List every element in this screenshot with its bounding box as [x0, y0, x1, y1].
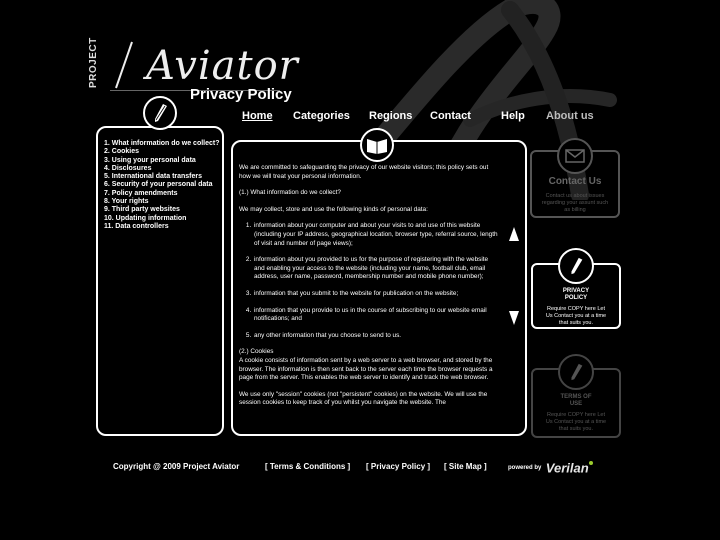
pen-icon — [558, 248, 594, 284]
toc-item[interactable]: 3. Using your personal data — [104, 156, 196, 164]
logo-slash — [112, 40, 136, 90]
policy-intro: We are committed to safeguarding the privacy of our website visitors; this policy sets out how we will treat your personal information. — [239, 164, 489, 180]
envelope-icon — [557, 138, 593, 174]
toc-item[interactable]: 5. International data transfers — [104, 173, 203, 181]
pen-icon — [143, 96, 177, 130]
toc-item[interactable]: 11. Data controllers — [104, 222, 169, 230]
logo-wordmark[interactable]: Aviator — [146, 43, 299, 89]
footer-privacy-link[interactable]: [ Privacy Policy ] — [366, 462, 431, 471]
contact-us-card[interactable] — [530, 150, 620, 218]
toc-item[interactable]: 4. Disclosures — [104, 164, 152, 172]
contact-card-title: Contact Us — [548, 176, 602, 187]
privacy-card-title: PRIVACY POLICY — [562, 288, 590, 301]
pen-icon — [558, 354, 594, 390]
terms-card-title: TERMS OF USE — [560, 394, 592, 407]
logo-project-text: PROJECT — [88, 37, 99, 88]
list-item: 4. information that you provide to us in the course of subscribing to our website email notifications; and — [253, 307, 499, 324]
toc-item[interactable]: 1. What information do we collect? — [104, 140, 220, 147]
toc-item[interactable]: 7. Policy amendments — [104, 189, 178, 197]
powered-by-verilan[interactable] — [508, 459, 593, 476]
toc-item[interactable]: 10. Updating information — [104, 214, 187, 222]
nav-categories[interactable]: Categories — [293, 110, 350, 122]
nav-about-us[interactable]: About us — [546, 110, 594, 122]
nav-home[interactable]: Home — [242, 110, 273, 122]
page-title: Privacy Policy — [190, 86, 292, 103]
verilan-dot-icon — [589, 461, 593, 465]
section-lead: We may collect, store and use the following kinds of personal data: — [239, 205, 428, 213]
list-item: 1. information about your computer and about your visits to and use of this website (including your IP address, geographical location, browser type, referral source, length of visit and number of page views); — [253, 222, 499, 248]
powered-by-label: powered by — [508, 464, 542, 471]
toc-item[interactable]: 9. Third party websites — [104, 206, 180, 214]
list-item: 3. information that you submit to the website for publication on the website; — [253, 290, 499, 299]
footer-sitemap-link[interactable]: [ Site Map ] — [444, 462, 487, 471]
book-icon — [360, 128, 394, 162]
contact-card-text: Contact us about issues regarding your assunt such as billing — [541, 193, 609, 213]
toc-panel — [96, 126, 224, 436]
toc-item[interactable]: 6. Security of your personal data — [104, 181, 213, 189]
verilan-logo: Verilan — [545, 460, 589, 476]
list-item: 5. any other information that you choose to send to us. — [253, 332, 499, 341]
list-item: 2. information about you provided to us for the purpose of registering with the website and enabling your access to the website (including your name, football club, email address, user name, password, membership number and mobile phone number); — [253, 256, 499, 282]
section-paragraph: We use only "session" cookies (not "persistent" cookies) on the website. We will use the session cookies to keep track of you whilst you navigate the website. The — [239, 390, 488, 407]
privacy-card-text: Require COPY here Let Us Contact you at a time that suits you. — [545, 306, 607, 326]
footer-terms-link[interactable]: [ Terms & Conditions ] — [265, 462, 351, 471]
section-heading: (1.) What information do we collect? — [239, 189, 341, 197]
main-nav — [240, 110, 610, 126]
toc-item[interactable]: 2. Cookies — [104, 148, 140, 156]
section-heading: (2.) Cookies — [239, 348, 274, 356]
toc-item[interactable]: 8. Your rights — [104, 198, 149, 206]
nav-contact[interactable]: Contact — [430, 110, 471, 122]
scroll-down-arrow-icon[interactable] — [508, 310, 520, 326]
terms-card-text: Require COPY here Let Us Contact you at a time that suits you. — [545, 412, 607, 432]
nav-help[interactable]: Help — [501, 110, 525, 122]
policy-content-panel[interactable] — [231, 140, 527, 436]
terms-of-use-card[interactable] — [531, 368, 621, 438]
nav-regions[interactable]: Regions — [369, 110, 413, 122]
scroll-up-arrow-icon[interactable] — [508, 226, 520, 242]
section-paragraph: A cookie consists of information sent by a web server to a web browser, and stored by the browser. The information is then sent back to the server each time the browser requests a page from the server. This enables the web server to identify and track the web browser. — [239, 356, 493, 382]
privacy-policy-card[interactable] — [531, 263, 621, 329]
copyright-text: Copyright @ 2009 Project Aviator — [113, 462, 240, 471]
